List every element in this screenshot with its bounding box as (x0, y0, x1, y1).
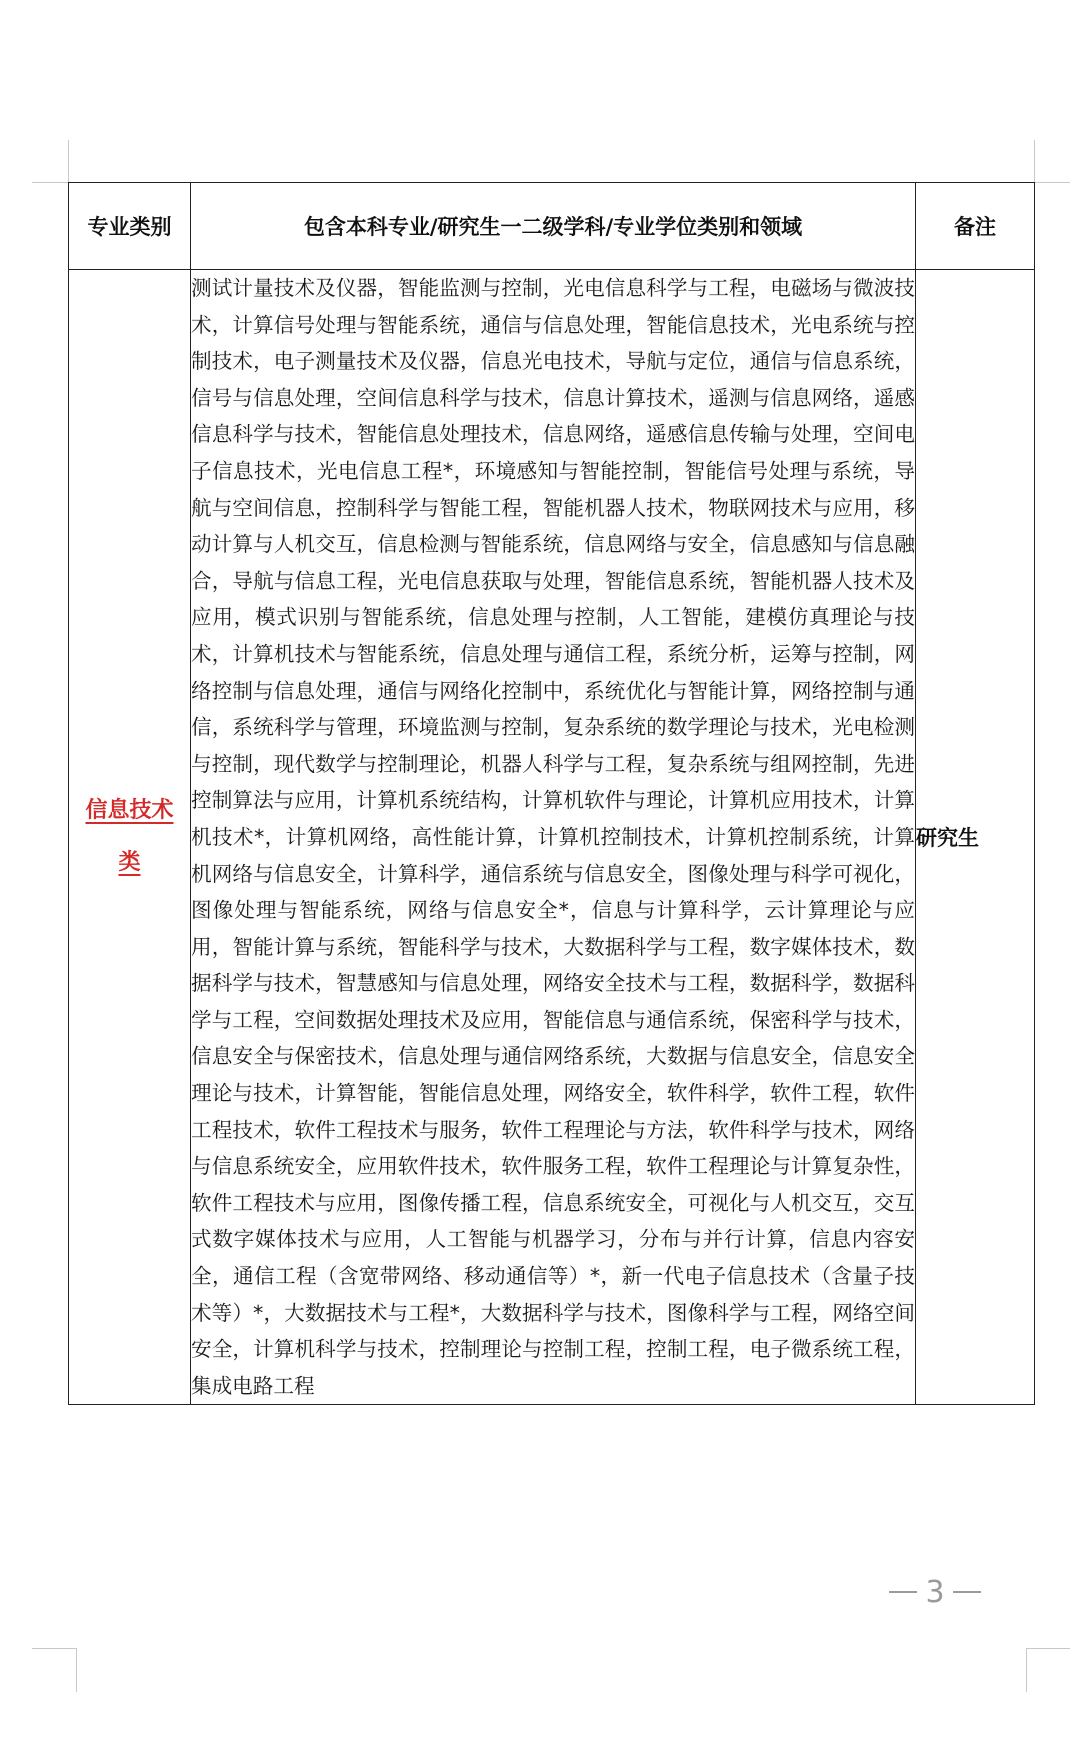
header-majors: 包含本科专业/研究生一二级学科/专业学位类别和领域 (191, 183, 916, 270)
category-cell (69, 270, 191, 1405)
category-label-line2: 类 (118, 850, 141, 876)
crop-mark-top-left-vertical (68, 140, 69, 182)
page-number-dash-left (889, 1591, 917, 1593)
category-label-line1: 信息技术 (85, 798, 174, 824)
crop-mark-bottom-left-vertical (76, 1648, 77, 1692)
page-number (880, 1572, 990, 1612)
crop-mark-top-left-horizontal (32, 182, 68, 183)
majors-list-cell: 测试计量技术及仪器，智能监测与控制，光电信息科学与工程，电磁场与微波技术，计算信号处理与智能系统，通信与信息处理，智能信息技术，光电系统与控制技术，电子测量技术及仪器，信息光电技术，导航与定位，通信与信息系统，信号与信息处理，空间信息科学与技术，信息计算技术，遥测与信息网络，遥感信息科学与技术，智能信息处理技术，信息网络，遥感信息传输与处理，空间电子信息技术，光电信息工程*，环境感知与智能控制，智能信号处理与系统，导航与空间信息，控制科学与智能工程，智能机器人技术，物联网技术与应用，移动计算与人机交互，信息检测与智能系统，信息网络与安全，信息感知与信息融合，导航与信息工程，光电信息获取与处理，智能信息系统，智能机器人技术及应用，模式识别与智能系统，信息处理与控制，人工智能，建模仿真理论与技术，计算机技术与智能系统，信息处理与通信工程，系统分析，运筹与控制，网络控制与信息处理，通信与网络化控制中，系统优化与智能计算，网络控制与通信，系统科学与管理，环境监测与控制，复杂系统的数学理论与技术，光电检测与控制，现代数学与控制理论，机器人科学与工程，复杂系统与组网控制，先进控制算法与应用，计算机系统结构，计算机软件与理论，计算机应用技术，计算机技术*，计算机网络，高性能计算，计算机控制技术，计算机控制系统，计算机网络与信息安全，计算科学，通信系统与信息安全，图像处理与科学可视化，图像处理与智能系统，网络与信息安全*，信息与计算科学，云计算理论与应用，智能计算与系统，智能科学与技术，大数据科学与工程，数字媒体技术，数据科学与技术，智慧感知与信息处理，网络安全技术与工程，数据科学，数据科学与工程，空间数据处理技术及应用，智能信息与通信系统，保密科学与技术，信息安全与保密技术，信息处理与通信网络系统，大数据与信息安全，信息安全理论与技术，计算智能，智能信息处理，网络安全，软件科学，软件工程，软件工程技术，软件工程技术与服务，软件工程理论与方法，软件科学与技术，网络与信息系统安全，应用软件技术，软件服务工程，软件工程理论与计算复杂性，软件工程技术与应用，图像传播工程，信息系统安全，可视化与人机交互，交互式数字媒体技术与应用，人工智能与机器学习，分布与并行计算，信息内容安全，通信工程（含宽带网络、移动通信等）*，新一代电子信息技术（含量子技术等）*，大数据技术与工程*，大数据科学与技术，图像科学与工程，网络空间安全，计算机科学与技术，控制理论与控制工程，控制工程，电子微系统工程，集成电路工程 (191, 270, 916, 1405)
remark-cell: 研究生 (916, 270, 1035, 1405)
table-row (69, 270, 1035, 1405)
crop-mark-top-right-vertical (1034, 140, 1035, 182)
crop-mark-bottom-left-horizontal (32, 1648, 76, 1649)
header-category: 专业类别 (69, 183, 191, 270)
table-header-row (69, 183, 1035, 270)
category-link[interactable] (85, 785, 173, 889)
page-number-value: 3 (925, 1574, 945, 1610)
crop-mark-bottom-right-horizontal (1026, 1648, 1070, 1649)
page-number-dash-right (953, 1591, 981, 1593)
major-category-table (68, 182, 1035, 1405)
crop-mark-top-right-horizontal (1034, 182, 1070, 183)
header-remarks: 备注 (916, 183, 1035, 270)
crop-mark-bottom-right-vertical (1026, 1648, 1027, 1692)
